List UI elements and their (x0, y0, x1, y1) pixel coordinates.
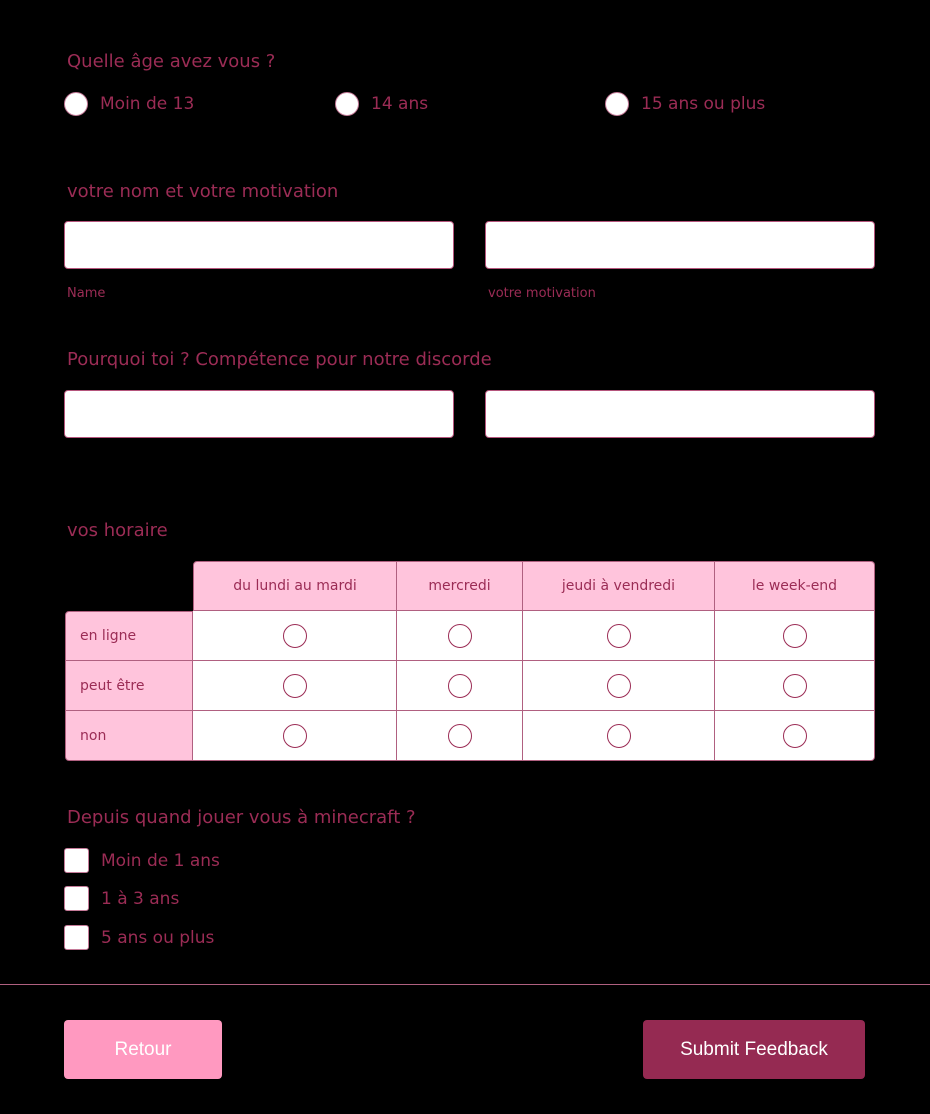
checkbox-1-3-years[interactable] (64, 886, 179, 911)
table-row (65, 661, 875, 711)
why-input-1[interactable] (64, 390, 454, 438)
checkbox-label: 5 ans ou plus (101, 927, 215, 948)
radio-button[interactable] (335, 92, 359, 116)
table-row (65, 711, 875, 761)
schedule-grid (65, 561, 875, 761)
grid-radio[interactable] (283, 674, 307, 698)
submit-feedback-button[interactable]: Submit Feedback (643, 1020, 865, 1079)
radio-button[interactable] (605, 92, 629, 116)
column-header: du lundi au mardi (193, 561, 397, 611)
column-header: mercredi (397, 561, 523, 611)
back-button[interactable]: Retour (64, 1020, 222, 1079)
why-input-2[interactable] (485, 390, 875, 438)
grid-radio[interactable] (783, 624, 807, 648)
checkbox[interactable] (64, 848, 89, 873)
grid-radio[interactable] (283, 724, 307, 748)
checkbox-5-plus-years[interactable] (64, 925, 214, 950)
motivation-label: votre motivation (488, 286, 596, 301)
radio-age-15-plus[interactable] (605, 92, 765, 116)
table-row (65, 611, 875, 661)
minecraft-question: Depuis quand jouer vous à minecraft ? (67, 807, 416, 828)
radio-age-14[interactable] (335, 92, 428, 116)
row-header: peut être (65, 661, 193, 711)
radio-button[interactable] (64, 92, 88, 116)
why-section-title: Pourquoi toi ? Compétence pour notre discorde (67, 349, 492, 370)
grid-radio[interactable] (448, 724, 472, 748)
checkbox-label: 1 à 3 ans (101, 888, 180, 909)
row-header: non (65, 711, 193, 761)
name-input[interactable] (64, 221, 454, 269)
grid-radio[interactable] (448, 624, 472, 648)
row-header: en ligne (65, 611, 193, 661)
name-label: Name (67, 286, 106, 301)
schedule-title: vos horaire (67, 520, 168, 541)
age-question: Quelle âge avez vous ? (67, 51, 276, 72)
checkbox-label: Moin de 1 ans (101, 850, 220, 871)
grid-radio[interactable] (783, 724, 807, 748)
grid-radio[interactable] (448, 674, 472, 698)
grid-radio[interactable] (283, 624, 307, 648)
checkbox[interactable] (64, 886, 89, 911)
divider (0, 984, 930, 985)
checkbox[interactable] (64, 925, 89, 950)
grid-radio[interactable] (607, 724, 631, 748)
radio-label: Moin de 13 (100, 94, 195, 114)
radio-label: 14 ans (371, 94, 429, 114)
radio-age-under-13[interactable] (64, 92, 194, 116)
motivation-input[interactable] (485, 221, 875, 269)
grid-radio[interactable] (783, 674, 807, 698)
grid-radio[interactable] (607, 674, 631, 698)
checkbox-less-1-year[interactable] (64, 848, 220, 873)
radio-label: 15 ans ou plus (641, 94, 766, 114)
grid-radio[interactable] (607, 624, 631, 648)
column-header: le week-end (715, 561, 875, 611)
name-section-title: votre nom et votre motivation (67, 181, 339, 202)
column-header: jeudi à vendredi (523, 561, 715, 611)
